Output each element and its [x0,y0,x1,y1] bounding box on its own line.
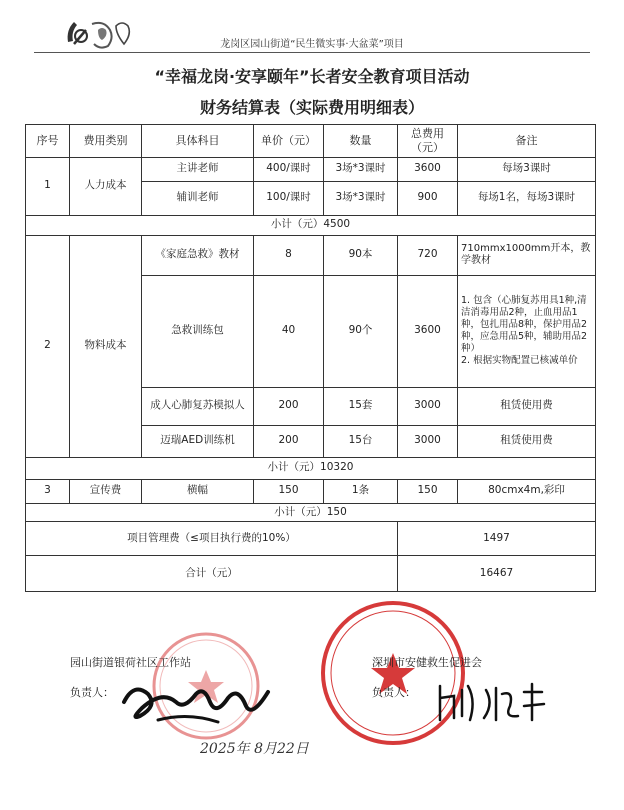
left-responsible-label: 负责人： [70,686,114,699]
subtotal-row [26,215,596,235]
page-subtitle: 财务结算表（实际费用明细表） [199,98,424,117]
cell-total: 720 [398,235,458,275]
subtotal-3: 小计（元）150 [26,503,596,521]
cell-qty: 3场*3课时 [324,157,398,181]
cell-total: 3000 [398,425,458,457]
cell-note: 1. 包含（心肺复苏用具1种,清洁消毒用品2种，止血用品1种，包扎用品8种，保护用品2种，应急用品5种，辅助用品2种） 2. 根据实物配置已核减单价 [458,275,596,387]
cell-item: 辅训老师 [142,181,254,215]
cell-qty: 15套 [324,387,398,425]
subtotal-row [26,503,596,521]
subtotal-2: 小计（元）10320 [26,457,596,479]
cell-qty: 15台 [324,425,398,457]
page-title: “幸福龙岗·安享颐年”长者安全教育项目活动 [154,67,470,86]
cell-qty: 3场*3课时 [324,181,398,215]
col-header-total: 总费用（元） [398,125,458,158]
right-signature-icon [432,676,552,726]
cell-item: 成人心肺复苏模拟人 [142,387,254,425]
cell-price: 100/课时 [254,181,324,215]
table-row [26,235,596,275]
group-no: 3 [26,479,70,503]
subtotal-row [26,457,596,479]
cell-total: 900 [398,181,458,215]
col-header-item: 具体科目 [142,125,254,158]
cell-qty: 90个 [324,275,398,387]
mgmt-fee-value: 1497 [398,521,596,555]
cell-item: 急救训练包 [142,275,254,387]
cell-note: 租赁使用费 [458,425,596,457]
col-header-category: 费用类别 [70,125,142,158]
cell-total: 150 [398,479,458,503]
cell-total: 3600 [398,157,458,181]
cell-price: 400/课时 [254,157,324,181]
table-header-row [26,125,596,158]
col-header-no: 序号 [26,125,70,158]
cell-qty: 1条 [324,479,398,503]
cell-price: 8 [254,235,324,275]
table-row [26,157,596,181]
cell-note: 每场3课时 [458,157,596,181]
cell-price: 200 [254,425,324,457]
cell-note: 租赁使用费 [458,387,596,425]
grand-total-row [26,555,596,591]
group-category: 人力成本 [70,157,142,215]
cell-note: 每场1名，每场3课时 [458,181,596,215]
cell-item: 《家庭急救》教材 [142,235,254,275]
subtotal-1: 小计（元）4500 [26,215,596,235]
header-project-line: 龙岗区园山街道“民生微实事·大盆菜”项目 [220,39,404,50]
cell-price: 150 [254,479,324,503]
right-org-name: 深圳市安健救生促进会 [372,656,482,669]
sign-date: 2025年 8月22日 [200,741,309,757]
cell-note: 80cmx4m,彩印 [458,479,596,503]
cell-item: 迈瑞AED训练机 [142,425,254,457]
grand-total-label: 合计（元） [26,555,398,591]
cell-total: 3600 [398,275,458,387]
header-divider [34,52,590,53]
group-no: 2 [26,235,70,457]
mgmt-fee-label: 项目管理费（≤项目执行费的10%） [26,521,398,555]
col-header-qty: 数量 [324,125,398,158]
cell-total: 3000 [398,387,458,425]
mgmt-fee-row [26,521,596,555]
cell-note: 710mmx1000mm开本，教学教材 [458,235,596,275]
finance-table [25,124,596,592]
col-header-price: 单价（元） [254,125,324,158]
table-row [26,479,596,503]
cell-price: 200 [254,387,324,425]
left-signature-icon [118,672,278,728]
cell-item: 横幅 [142,479,254,503]
left-org-name: 园山街道银荷社区工作站 [70,656,191,669]
cell-qty: 90本 [324,235,398,275]
right-responsible-label: 负责人： [372,686,416,699]
grand-total-value: 16467 [398,555,596,591]
col-header-note: 备注 [458,125,596,158]
cell-price: 40 [254,275,324,387]
group-category: 宣传费 [70,479,142,503]
group-no: 1 [26,157,70,215]
cell-item: 主讲老师 [142,157,254,181]
group-category: 物料成本 [70,235,142,457]
